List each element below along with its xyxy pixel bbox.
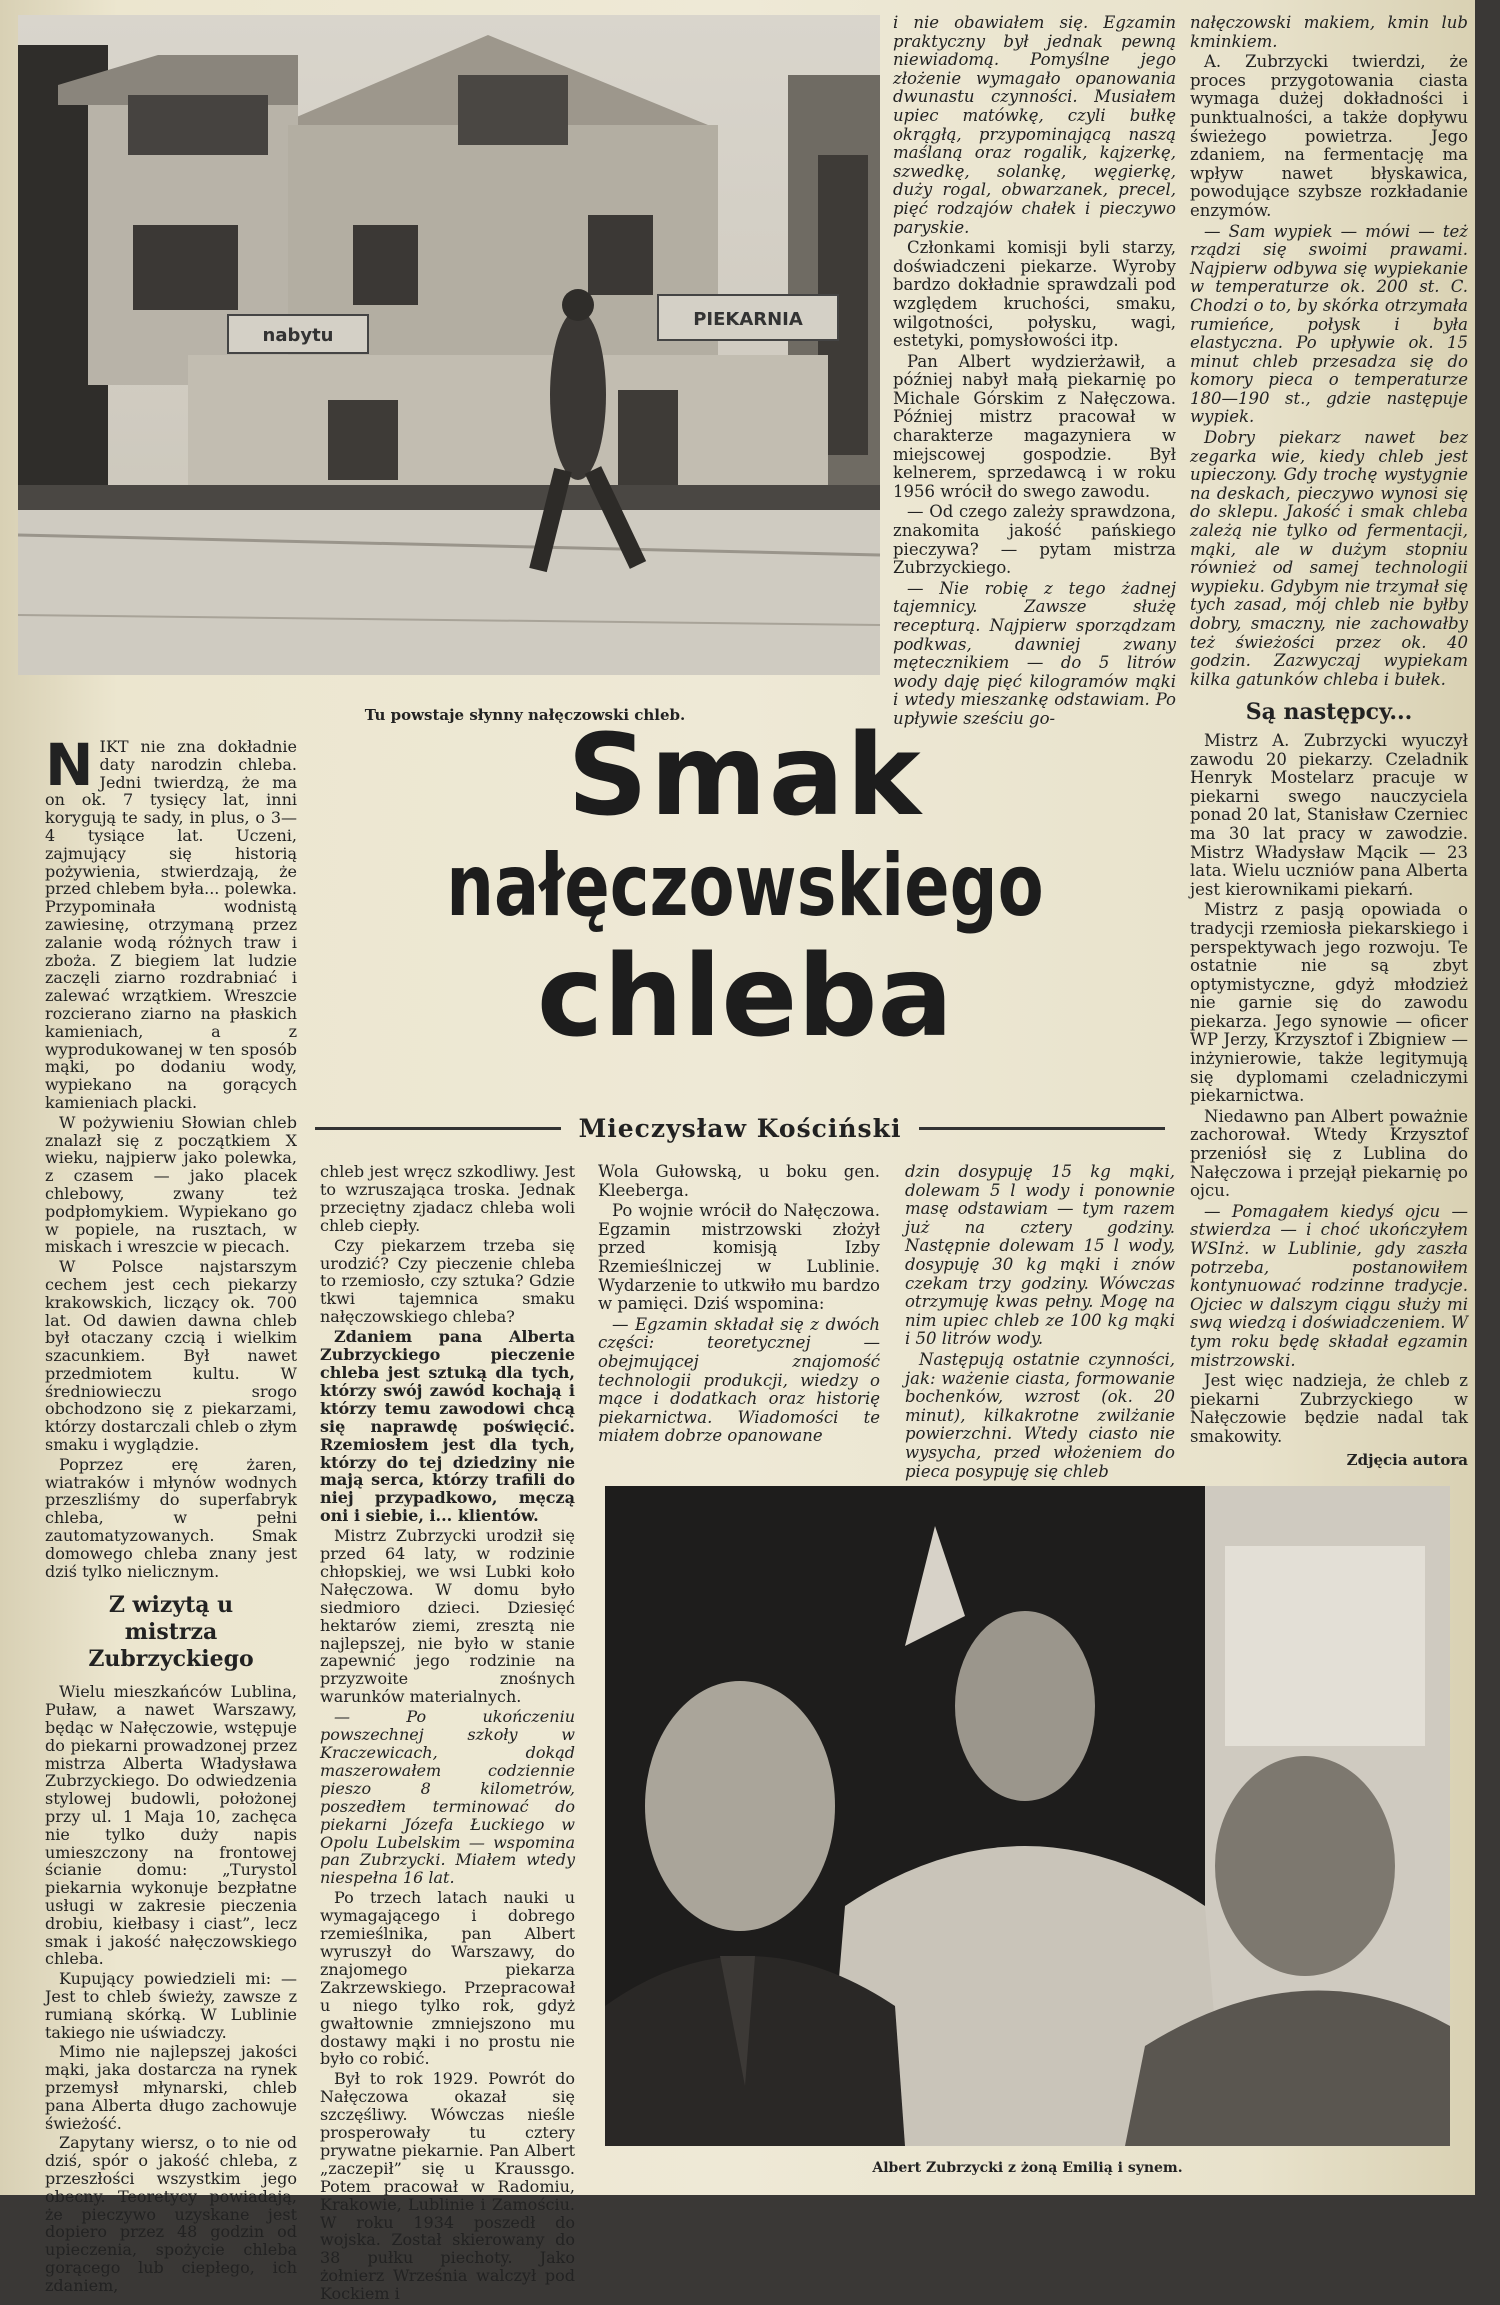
dropcap: N (45, 731, 94, 799)
family-portrait-image (605, 1486, 1450, 2146)
paragraph: Mistrz A. Zubrzycki wyuczył zawodu 20 piekarzy. Czeladnik Henryk Mostelarz pracuje w piekarni swego nauczyciela ponad 20 lat, Stanisław Czerniec ma 30 lat pracy w zawodzie. Mistrz Władysław Mącik — 23 lata. Wielu uczniów pana Alberta jest kierownikami piekarń. (1190, 730, 1468, 899)
paragraph: — Egzamin składał się z dwóch części: teoretycznej — obejmującej znajomość technologii produkcji, wiedzy o mące i dodatkach oraz historię piekarnictwa. Wiadomości te miałem dobrze opanowane (598, 1314, 880, 1446)
paragraph: — Pomagałem kiedyś ojcu — stwierdza — i choć ukończyłem WSInż. w Lublinie, gdy zaszła potrzeba, postanowiłem kontynuować rodzinne tradycje. Ojciec w dalszym ciągu służy mi swą wiedzą i doświadczeniem. W tym roku będę składał egzamin mistrzowski. (1190, 1201, 1468, 1370)
paragraph: Czy piekarzem trzeba się urodzić? Czy pieczenie chleba to rzemiosło, czy sztuka? Gdzie tkwi tajemnica smaku nałęczowskiego chleba? (320, 1235, 575, 1327)
paragraph: Następują ostatnie czynności, jak: ważenie ciasta, formowanie bochenków, wzrost (ok. 20 minut), kilkakrotne zwilżanie powierzchni. Wtedy ciasto nie wysycha, przed włożeniem do pieca posypuję się chleb (905, 1349, 1175, 1481)
bakery-building-image (18, 15, 880, 675)
exam-intro-quote (598, 1316, 880, 1446)
paragraph: Zapytany wiersz, o to nie od dziś, spór o jakość chleba, z przeszłości wszystkim jego obecny. Teoretycy powiadają, że pieczywo uzyskane jest dopiero przez 48 godzin od upieczenia, spożycie chleba gorącego lub ciepłego, ich zdaniem, (45, 2133, 297, 2295)
headline-line-3: chleba (536, 932, 954, 1062)
family-photo (605, 1486, 1450, 2146)
paragraph: — Sam wypiek — mówi — też rządzi się swoimi prawami. Najpierw odbywa się wypiekanie w temperaturze ok. 200 st. C. Chodzi o to, by skórka otrzymała rumieńce, połysk i była elastyczna. Po upływie ok. 15 minut chleb przesadza się do komory pieca o temperaturze 180—190 st., gdzie następuje wypiek. (1190, 221, 1468, 427)
photo-credit: Zdjęcia autora (1346, 1450, 1468, 1469)
son-quote (1190, 1203, 1468, 1370)
column-mid-3 (905, 1163, 1175, 1481)
recipe-quote (893, 580, 1176, 729)
author-name: Mieczysław Kościński (578, 1113, 902, 1143)
byline-rule-left (315, 1127, 561, 1130)
paragraph: nałęczowski makiem, kmin lub kminkiem. (1190, 13, 1468, 51)
paragraph: dzin dosypuję 15 kg mąki, dolewam 5 l wody i ponownie masę odstawiam — tym razem już na cztery godziny. Następnie dolewam 15 l wody, dosypuję 30 kg mąki i znów czekam trzy godziny. Wówczas otrzymuję kwas pełny. Mogę na nim upiec chleb ze 100 kg mąki i 50 litrów wody. (905, 1162, 1175, 1349)
paragraph: — Od czego zależy sprawdzona, znakomita jakość pańskiego pieczywa? — pytam mistrza Zubrzyckiego. (893, 502, 1176, 578)
paragraph: Mistrz z pasją opowiada o tradycji rzemiosła piekarskiego i perspektywach jego rozwoju. Te ostatnie nie są zbyt optymistyczne, gdyż młodzież nie garnie się do zawodu piekarza. Jego synowie — oficer WP Jerzy, Krzysztof i Zbigniew — inżynierowie, także legitymują się dyplomami czeladniczymi piekarnictwa. (1190, 900, 1468, 1106)
lead-paragraph (45, 731, 297, 1112)
paragraph: W pożywieniu Słowian chleb znalazł się z początkiem X wieku, najpierw jako polewka, z czasem — jako placek chlebowy, zwany też podpłomykiem. Wypiekano go w popiele, na rusztach, w miskach i wreszcie w piecach. (45, 1112, 297, 1257)
paragraph: Poprzez erę żaren, wiatraków i młynów wodnych przeszliśmy do superfabryk chleba, w pełni zautomatyzowanych. Smak domowego chleba znany jest dziś tylko nielicznym. (45, 1454, 297, 1581)
paragraph: W Polsce najstarszym cechem jest cech piekarzy krakowskich, liczący ok. 700 lat. Od dawien dawna chleb był otaczany czcią i wielkim szacunkiem. Był nawet przedmiotem kultu. W średniowieczu srogo obchodzono się z piekarzami, którzy dostarczali chleb o złym smaku i wyglądzie. (45, 1257, 297, 1455)
paragraph: Zdaniem pana Alberta Zubrzyckiego pieczenie chleba jest sztuką dla tych, którzy swój zawód kochają i którzy temu zawodowi chcą się naprawdę poświęcić. Rzemiosłem jest dla tych, którzy do tej dziedziny nie mają serca, którzy trafili do niej przypadkowo, męczą oni i siebie, i... klientów. (320, 1327, 575, 1526)
paragraph: Dobry piekarz nawet bez zegarka wie, kiedy chleb jest upieczony. Gdy trochę wystygnie na deskach, pieczywo wynosi się do sklepu. Jakość i smak chleba zależą nie tylko od fermentacji, mąki, ale w dużym stopniu również od samej technologii wypieku. Gdybym nie trzymał się tych zasad, mój chleb nie byłby dobry, smaczny, nie zachowałby też świeżości przez ok. 40 godzin. Zazwyczaj wypiekam kilka gatunków chleba i bułek. (1190, 428, 1468, 689)
byline (315, 1105, 1165, 1151)
top-photo-caption: Tu powstaje słynny nałęczowski chleb. (364, 706, 686, 724)
column-mid-1 (320, 1163, 575, 2305)
paragraph: Był to rok 1929. Powrót do Nałęczowa okazał się szczęśliwy. Wówczas nieśle prosperowały tu cztery prywatne piekarnie. Pan Albert „zaczepił” się u Kraussgo. Potem pracował w Radomiu, Krakowie, Lublinie i Zamościu. W roku 1934 poszedł do wojska. Został skierowany do 38 pułku piechoty. Jako żołnierz Września walczył pod Kockiem i (320, 2069, 575, 2304)
headline-line-2: nałęczowskiego (446, 836, 1044, 936)
paragraph: Wola Gułowską, u boku gen. Kleeberga. (598, 1162, 880, 1200)
subhead-successors: Są następcy... (1245, 699, 1413, 726)
column-mid-2 (598, 1163, 880, 1481)
paragraph: Mimo nie najlepszej jakości mąki, jaka dostarcza na rynek przemysł młynarski, chleb pana Alberta długo zachowuje świeżość. (45, 2042, 297, 2133)
paragraph: — Po ukończeniu powszechnej szkoły w Kraczewicach, dokąd maszerowałem codziennie pieszo 8 kilometrów, poszedłem terminować do piekarni Józefa Łuckiego w Opolu Lubelskim — wspomina pan Zubrzycki. Miałem wtedy niespełna 16 lat. (320, 1707, 575, 1888)
paragraph: Pan Albert wydzierżawił, a później nabył małą piekarnię po Michale Górskim z Nałęczowa. Później mistrz pracował w charakterze magazyniera w miejscowej gospodzie. Był kelnerem, sprzedawcą i w roku 1956 wrócił do swego zawodu. (893, 351, 1176, 501)
exam-quote (893, 14, 1176, 237)
shop-sign-left: nabytu (262, 325, 334, 346)
column-left (45, 731, 297, 2297)
column-top-center-right (893, 14, 1176, 731)
paragraph: chleb jest wręcz szkodliwy. Jest to wzruszająca troska. Jednak przeciętny zjadacz chleba woli chleb ciepły. (320, 1162, 575, 1235)
shop-sign-right: PIEKARNIA (693, 309, 803, 330)
paragraph: Kupujący powiedzieli mi: — Jest to chleb świeży, zawsze z rumianą skórką. W Lublinie takiego nie uświadczy. (45, 1969, 297, 2042)
paragraph: Po trzech latach nauki u wymagającego i dobrego rzemieślnika, pan Albert wyruszył do Warszawy, do znajomego piekarza Zakrzewskiego. Przepracował u niego tylko rok, gdyż gwałtownie zmniejszono mu dostawy mąki i no prostu nie było co robić. (320, 1888, 575, 2069)
paragraph: Mistrz Zubrzycki urodził się przed 64 laty, w rodzinie chłopskiej, we wsi Lubki koło Nałęczowa. W domu było siedmioro dzieci. Dziesięć hektarów ziemi, zresztą nie najlepszej, nie było w stanie zapewnić jego rodzinie na przyzwoite znośnych warunków materialnych. (320, 1526, 575, 1707)
paragraph: Wielu mieszkańców Lublina, Puław, a nawet Warszawy, będąc w Nałęczowie, wstępuje do piekarni prowadzonej przez mistrza Alberta Władysława Zubrzyckiego. Do odwiedzenia stylowej budowli, położonej przy ul. 1 Maja 10, zachęca nie tylko duży napis umieszczony na frontowej ścianie domu: „Turystol piekarnia wykonuje bezpłatne usługi w zakresie pieczenia drobiu, kiełbasy i ciast”, lecz smak i jakość nałęczowskiego chleba. (45, 1682, 297, 1969)
headline-line-1: Smak (567, 711, 923, 841)
lead-text: IKT nie zna dokładnie daty narodzin chleba. Jedni twierdzą, że ma on ok. 7 tysięcy lat, inni korygują te sady, in plus, o 3—4 tysiące lat. Uczeni, zajmujący się historią pożywienia, stwierdzają, że przed chlebem była... polewka. Przypominała wodnistą zawiesinę, otrzymaną przez zalanie wodą różnych traw i zboża. Z biegiem lat ludzie zaczęli ziarno rozdrabniać i zalewać wrzątkiem. Wreszcie rozcierano ziarno na płaskich kamieniach, a z wyprodukowanej w ten sposób mąki, po dodaniu wody, wypiekano na gorących kamieniach placki. (45, 737, 297, 1112)
byline-rule-right (919, 1127, 1165, 1130)
column-right (1190, 14, 1468, 1469)
paragraph: Jest więc nadzieja, że chleb z piekarni Zubrzyckiego w Nałęczowie będzie nadal tak smakowity. (1190, 1371, 1468, 1446)
baking-quote (1190, 223, 1468, 690)
paragraph: A. Zubrzycki twierdzi, że proces przygotowania ciasta wymaga dużej dokładności i punktualności, a także dopływu świeżego powietrza. Jego zdaniem, na fermentację ma wpływ nawet błyskawica, powodujące szybsze rozkładanie enzymów. (1190, 52, 1468, 220)
paragraph: Po wojnie wrócił do Nałęczowa. Egzamin mistrzowski złożył przed komisją Izby Rzemieślniczej w Lublinie. Wydarzenie to utkwiło mu bardzo w pamięci. Dziś wspomina: (598, 1201, 880, 1314)
bottom-photo-caption: Albert Zubrzycki z żoną Emilią i synem. (872, 2160, 1183, 2176)
subhead-visit: Z wizytą u mistrza Zubrzyckiego (88, 1592, 254, 1673)
bakery-photo (18, 15, 880, 675)
paragraph: Niedawno pan Albert poważnie zachorował. Wtedy Krzysztof przeniósł się z Lublina do Nałęczowa i przejął piekarnię po ojcu. (1190, 1106, 1468, 1201)
paragraph: Członkami komisji byli starzy, doświadczeni piekarze. Wyroby bardzo dokładnie sprawdzali pod względem kruchości, smaku, wilgotności, połysku, wagi, estetyki, pomysłowości itp. (893, 238, 1176, 351)
paragraph: — Nie robię z tego żadnej tajemnicy. Zawsze służę recepturą. Najpierw sporządzam podkwas, dawniej zwany mętecznikiem — do 5 litrów wody daję pięć kilogramów mąki i wtedy mieszankę odstawiam. Po upływie sześciu go- (893, 578, 1176, 728)
paragraph: i nie obawiałem się. Egzamin praktyczny był jednak pewną niewiadomą. Pomyślne jego złożenie wymagało opanowania dwunastu czynności. Musiałem upiec matówkę, czyli bułkę okrągłą, przypominającą naszą maślaną oraz rogalik, kajzerkę, szwedkę, solankę, węgierkę, duży rogal, obwarzanek, precel, pięć rodzajów chałek i pieczywo paryskie. (893, 13, 1176, 237)
right-column-lead (1190, 14, 1468, 51)
